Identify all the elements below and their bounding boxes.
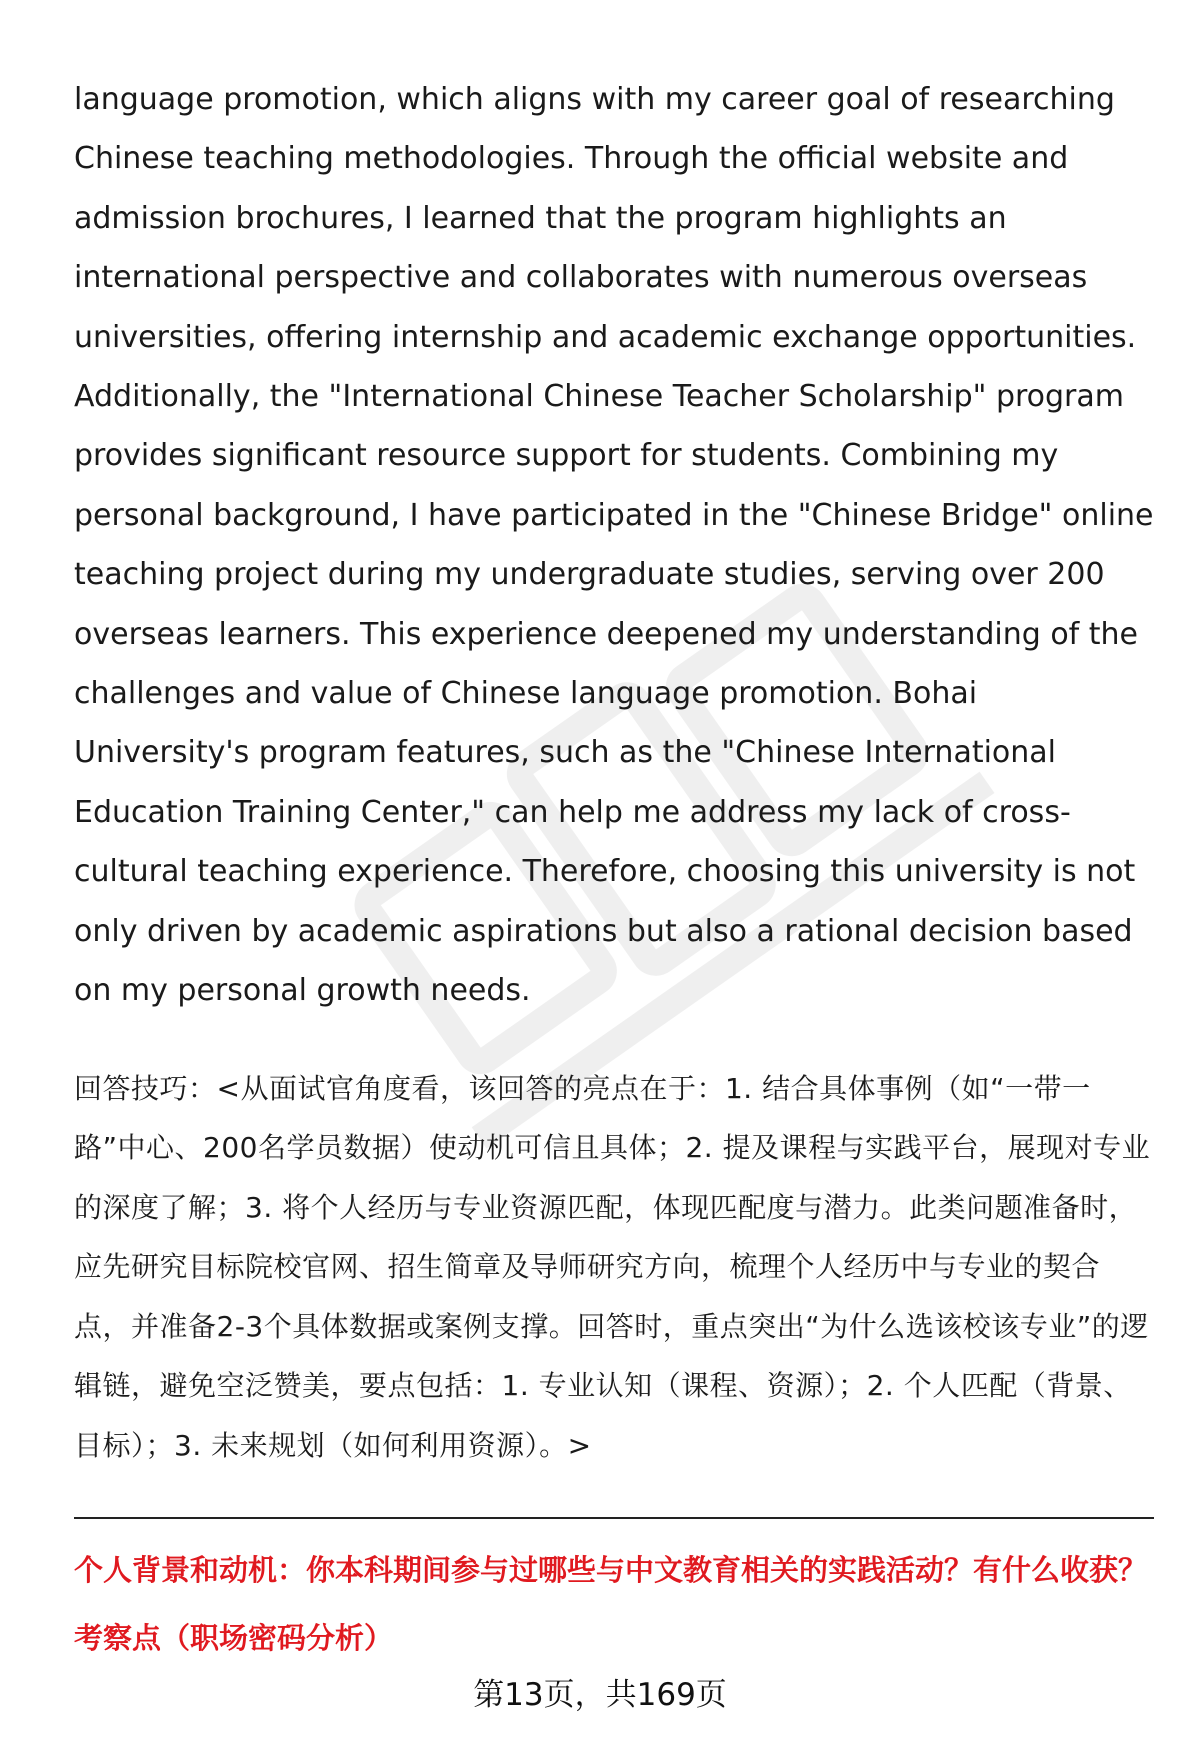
- page-content: [74, 70, 1154, 1659]
- page-number-footer: 第13页，共169页: [473, 1677, 727, 1713]
- next-question-heading: 个人背景和动机：你本科期间参与过哪些与中文教育相关的实践活动？有什么收获？: [74, 1553, 1148, 1587]
- section-divider: [74, 1517, 1154, 1519]
- english-answer-paragraph: language promotion, which aligns with my career goal of researching Chinese teaching methodologies. Through the official website and admission brochures, I learned that the program highlights an international perspective and collaborates with numerous overseas universities, offering internship and academic exchange opportunities. Additionally, the "International Chinese Teacher Scholarship" program provides significant resource support for students. Combining my personal background, I have participated in the "Chinese Bridge" online teaching project during my undergraduate studies, serving over 200 overseas learners. This experience deepened my understanding of the challenges and value of Chinese language promotion. Bohai University's program features, such as the "Chinese International Education Training Center," can help me address my lack of cross-cultural teaching experience. Therefore, choosing this university is not only driven by academic aspirations but also a rational decision based on my personal growth needs.: [74, 82, 1154, 1009]
- answer-tip-paragraph: 回答技巧：<从面试官角度看，该回答的亮点在于：1. 结合具体事例（如“一带一路”中心、200名学员数据）使动机可信且具体；2. 提及课程与实践平台，展现对专业的深度了解；3. 将个人经历与专业资源匹配，体现匹配度与潜力。此类问题准备时，应先研究目标院校官网、招生简章及导师研究方向，梳理个人经历中与专业的契合点，并准备2-3个具体数据或案例支撑。回答时，重点突出“为什么选该校该专业”的逻辑链，避免空泛赞美，要点包括：1. 专业认知（课程、资源）；2. 个人匹配（背景、目标）；3. 未来规划（如何利用资源）。>: [74, 1071, 1151, 1462]
- assessment-points-heading: 考察点（职场密码分析）: [74, 1621, 394, 1655]
